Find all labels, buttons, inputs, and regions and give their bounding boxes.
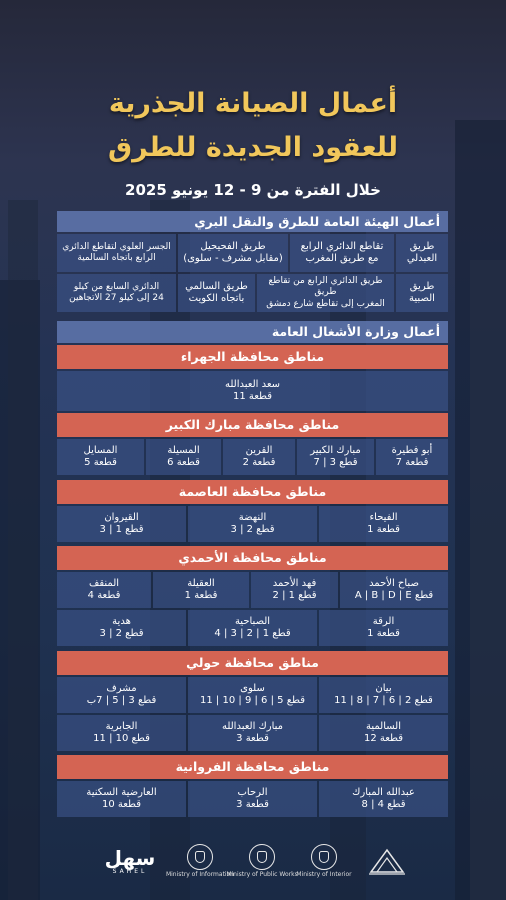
area-cell: النهضة قطع 2 | 3 <box>188 506 317 542</box>
area-cell: هدية قطع 2 | 3 <box>57 610 186 646</box>
roads-authority-icon <box>367 844 407 878</box>
area-cell: العقيلة قطعة 1 <box>153 572 249 608</box>
sahel-logo <box>100 836 160 886</box>
ahmadi-row1 <box>57 572 448 608</box>
area-cell: المسيلة قطعة 6 <box>146 439 221 475</box>
roads-authority-logo <box>362 836 412 886</box>
mpw-header: أعمال وزارة الأشغال العامة <box>57 321 448 343</box>
area-cell: المسايل قطعة 5 <box>57 439 144 475</box>
kuwait-crest-icon <box>311 844 337 870</box>
road-cell: طريق السالمي باتجاه الكويت <box>178 274 255 312</box>
pahw-row1 <box>57 234 448 272</box>
area-cell: فهد الأحمد قطع 1 | 2 <box>251 572 338 608</box>
area-cell: سعد العبدالله قطعة 11 <box>57 371 448 411</box>
sahel-sub: SAHEL <box>112 867 148 875</box>
ministry-public-works-logo: Ministry of Public Works <box>234 836 290 886</box>
mubarak-header: مناطق محافظة مبارك الكبير <box>57 413 448 437</box>
hawally-row2 <box>57 715 448 751</box>
period-text: خلال الفترة من 9 - 12 يونيو 2025 <box>125 181 381 199</box>
road-cell: الجسر العلوي لتقاطع الدائري الرابع باتجاه السالمية <box>57 234 176 272</box>
road-cell: طريق الدائري الرابع من تقاطع طريق المغرب إلى تقاطع شارع دمشق <box>257 274 394 312</box>
road-cell: الدائري السابع من كيلو 24 إلى كيلو 27 الاتجاهين <box>57 274 176 312</box>
area-cell: القيروان قطع 1 | 3 <box>57 506 186 542</box>
farwaniya-section <box>57 755 448 817</box>
pahw-header: أعمال الهيئة العامة للطرق والنقل البري <box>57 211 448 232</box>
capital-row1 <box>57 506 448 542</box>
hawally-section <box>57 651 448 751</box>
kuwait-crest-icon <box>249 844 275 870</box>
area-cell: مبارك العبدالله قطعة 3 <box>188 715 317 751</box>
pahw-section <box>57 211 448 312</box>
jahra-section <box>57 345 448 411</box>
page-title-line2: للعقود الجديدة للطرق <box>108 132 398 163</box>
area-cell: مشرف قطع 3 | 5 | 7ب <box>57 677 186 713</box>
farwaniya-header: مناطق محافظة الفروانية <box>57 755 448 779</box>
road-cell: تقاطع الدائري الرابع مع طريق المغرب <box>290 234 394 272</box>
road-cell: طريق الفحيحيل (مقابل مشرف - سلوى) <box>178 234 288 272</box>
kuwait-crest-icon <box>187 844 213 870</box>
area-cell: الجابرية قطع 10 | 11 <box>57 715 186 751</box>
sahel-mark: سهل <box>104 845 156 870</box>
ahmadi-header: مناطق محافظة الأحمدي <box>57 546 448 570</box>
farwaniya-row1 <box>57 781 448 817</box>
pahw-row2 <box>57 274 448 312</box>
area-cell: سلوى قطع 5 | 6 | 9 | 10 | 11 <box>188 677 317 713</box>
area-cell: الفيحاء قطعة 1 <box>319 506 448 542</box>
ahmadi-row2 <box>57 610 448 646</box>
area-cell: صباح الأحمد قطع A | B | D | E <box>340 572 448 608</box>
area-cell: عبدالله المبارك قطع 4 | 8 <box>319 781 448 817</box>
ministry-information-logo: Ministry of Information <box>172 836 228 886</box>
area-cell: القرين قطعة 2 <box>223 439 295 475</box>
jahra-row1 <box>57 371 448 411</box>
page-title-line1: أعمال الصيانة الجذرية <box>108 88 398 119</box>
mubarak-section <box>57 413 448 475</box>
mpw-section <box>57 321 448 343</box>
hawally-row1 <box>57 677 448 713</box>
hawally-header: مناطق محافظة حولي <box>57 651 448 675</box>
area-cell: أبو فطيرة قطعة 7 <box>376 439 448 475</box>
footer-logos <box>0 836 506 886</box>
capital-header: مناطق محافظة العاصمة <box>57 480 448 504</box>
area-cell: الرقة قطعة 1 <box>319 610 448 646</box>
area-cell: العارضية السكنية قطعة 10 <box>57 781 186 817</box>
area-cell: المنقف قطعة 4 <box>57 572 151 608</box>
area-cell: بيان قطع 2 | 6 | 7 | 8 | 11 <box>319 677 448 713</box>
area-cell: الصباحية قطع 1 | 2 | 3 | 4 <box>188 610 317 646</box>
area-cell: السالمية قطعة 12 <box>319 715 448 751</box>
mubarak-row1 <box>57 439 448 475</box>
jahra-header: مناطق محافظة الجهراء <box>57 345 448 369</box>
capital-section <box>57 480 448 542</box>
road-cell: طريق العبدلي <box>396 234 448 272</box>
area-cell: مبارك الكبير قطع 3 | 7 <box>297 439 374 475</box>
road-cell: طريق الصبية <box>396 274 448 312</box>
ministry-interior-logo: Ministry of Interior <box>296 836 352 886</box>
area-cell: الرحاب قطعة 3 <box>188 781 317 817</box>
ahmadi-section <box>57 546 448 646</box>
